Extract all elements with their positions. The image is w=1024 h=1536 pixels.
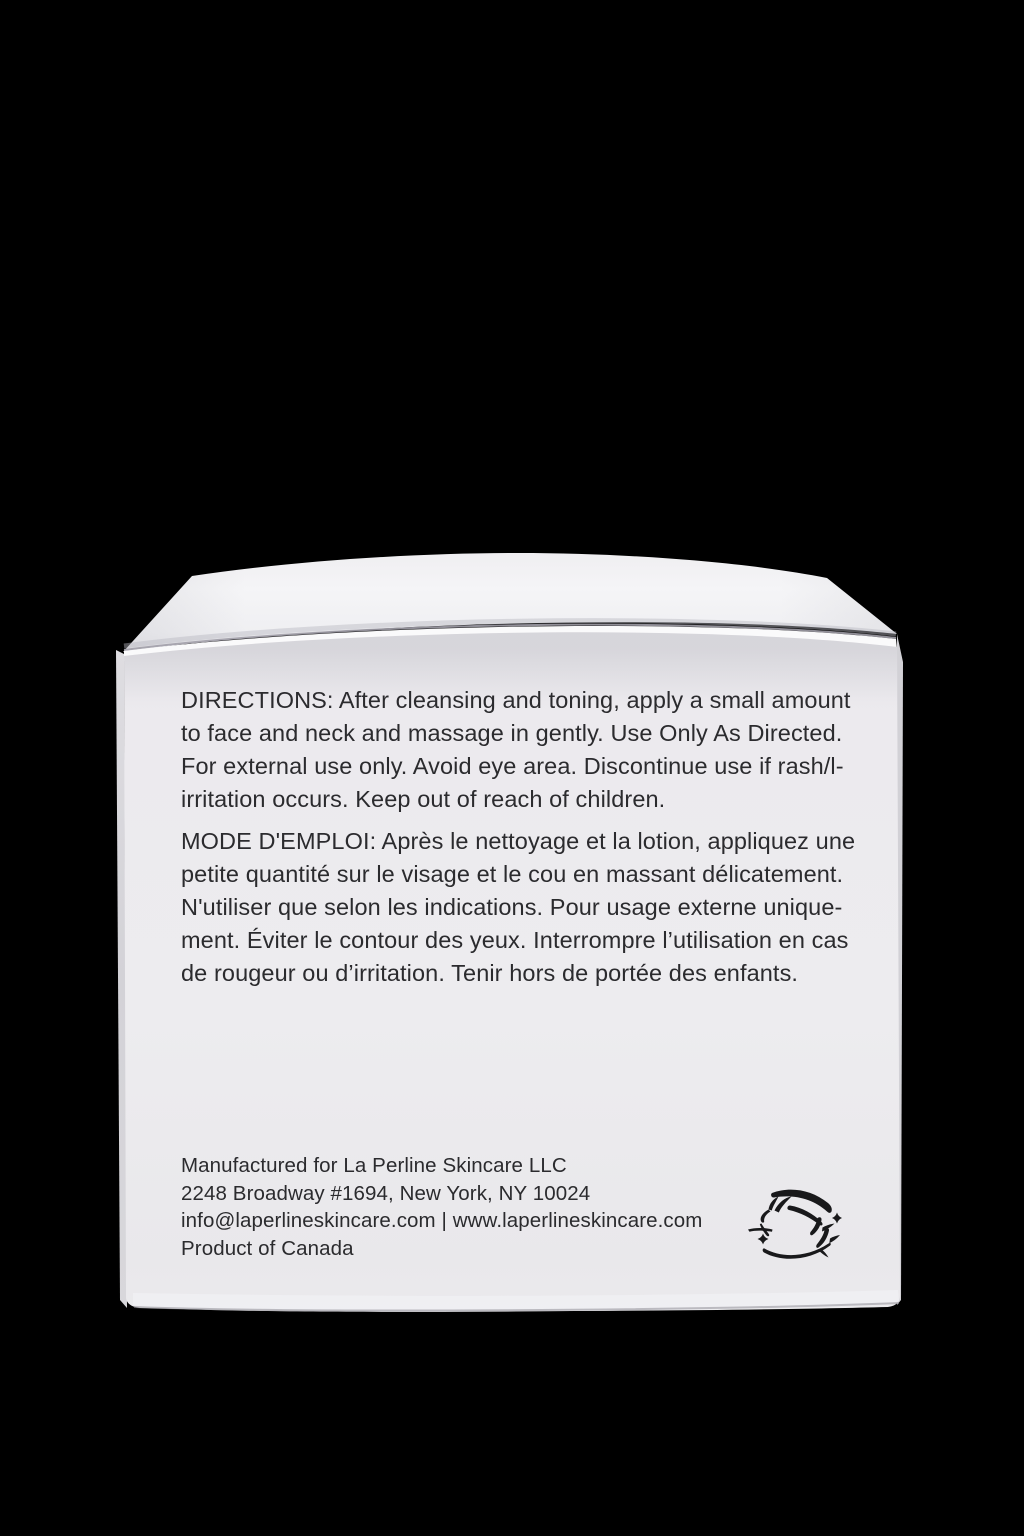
text-line: MODE D'EMPLOI: Après le nettoyage et la lotion, appliquez une (181, 828, 856, 854)
directions-text-fr (181, 825, 855, 990)
text-line: DIRECTIONS: After cleansing and toning, apply a small amount (181, 687, 851, 713)
text-line: de rougeur ou d’irritation. Tenir hors de portée des enfants. (181, 960, 799, 986)
text-line: For external use only. Avoid eye area. Discontinue use if rash/l- (181, 753, 844, 779)
address-line: 2248 Broadway #1694, New York, NY 10024 (181, 1181, 591, 1205)
leaping-bunny-icon (745, 1185, 845, 1265)
contact-line: info@laperlineskincare.com | www.laperlineskincare.com (181, 1209, 703, 1232)
text-line: N'utiliser que selon les indications. Pour usage externe unique- (181, 894, 843, 920)
text-line: irritation occurs. Keep out of reach of children. (181, 786, 666, 812)
text-line: ment. Éviter le contour des yeux. Interrompre l’utilisation en cas (181, 927, 849, 953)
origin-line: Product of Canada (181, 1236, 354, 1260)
directions-text-en (181, 684, 851, 816)
text-line: to face and neck and massage in gently. Use Only As Directed. (181, 720, 843, 746)
manufacturer-line: Manufactured for La Perline Skincare LLC (181, 1154, 567, 1177)
manufacturer-info (181, 1152, 702, 1262)
text-line: petite quantité sur le visage et le cou en massant délicatement. (181, 861, 844, 887)
